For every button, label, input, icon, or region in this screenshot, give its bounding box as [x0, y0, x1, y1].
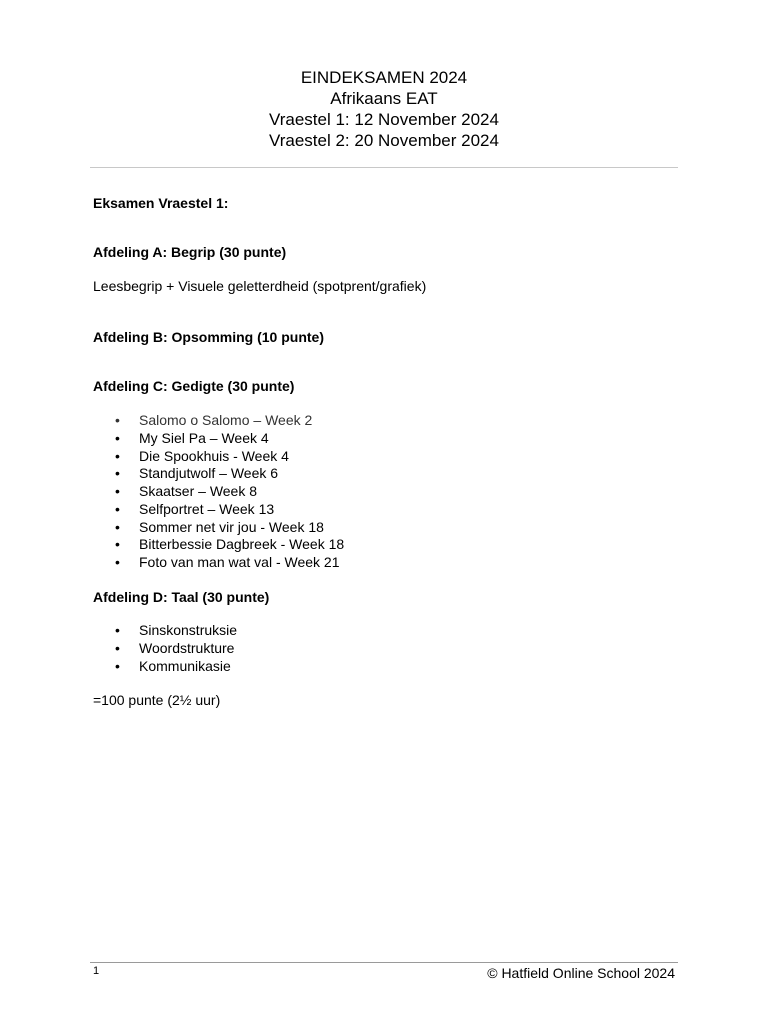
header-paper2-date: Vraestel 2: 20 November 2024 — [269, 131, 499, 150]
list-item: • Selfportret – Week 13 — [0, 501, 344, 519]
section-c-heading: Afdeling C: Gedigte (30 punte) — [93, 378, 295, 394]
header-exam-title: EINDEKSAMEN 2024 — [300, 68, 468, 87]
section-d-topic-list — [0, 622, 237, 675]
list-item: • Kommunikasie — [0, 658, 237, 676]
list-item: • Standjutwolf – Week 6 — [0, 465, 344, 483]
list-item: • My Siel Pa – Week 4 — [0, 430, 344, 448]
section-d-heading: Afdeling D: Taal (30 punte) — [93, 589, 270, 605]
list-item: • Bitterbessie Dagbreek - Week 18 — [0, 536, 344, 554]
header-subject: Afrikaans EAT — [330, 89, 438, 108]
list-item: • Woordstrukture — [0, 640, 237, 658]
list-item: • Skaatser – Week 8 — [0, 483, 344, 501]
exam-paper-title: Eksamen Vraestel 1: — [93, 195, 229, 211]
header-paper1-date: Vraestel 1: 12 November 2024 — [269, 110, 499, 129]
document-header — [0, 67, 768, 151]
header-divider — [90, 167, 678, 168]
list-item: • Die Spookhuis - Week 4 — [0, 448, 344, 466]
list-item: • Salomo o Salomo – Week 2 — [0, 412, 344, 430]
footer-divider — [90, 962, 678, 963]
footer-copyright: © Hatfield Online School 2024 — [487, 965, 675, 981]
section-a-heading: Afdeling A: Begrip (30 punte) — [93, 244, 287, 260]
page-number: 1 — [93, 965, 100, 977]
section-a-description: Leesbegrip + Visuele geletterdheid (spotprent/grafiek) — [93, 278, 427, 294]
list-item: • Sommer net vir jou - Week 18 — [0, 519, 344, 537]
list-item: • Sinskonstruksie — [0, 622, 237, 640]
section-c-poem-list — [0, 412, 344, 572]
section-b-heading: Afdeling B: Opsomming (10 punte) — [93, 329, 324, 345]
total-marks: =100 punte (2½ uur) — [93, 692, 221, 708]
list-item: • Foto van man wat val - Week 21 — [0, 554, 344, 572]
